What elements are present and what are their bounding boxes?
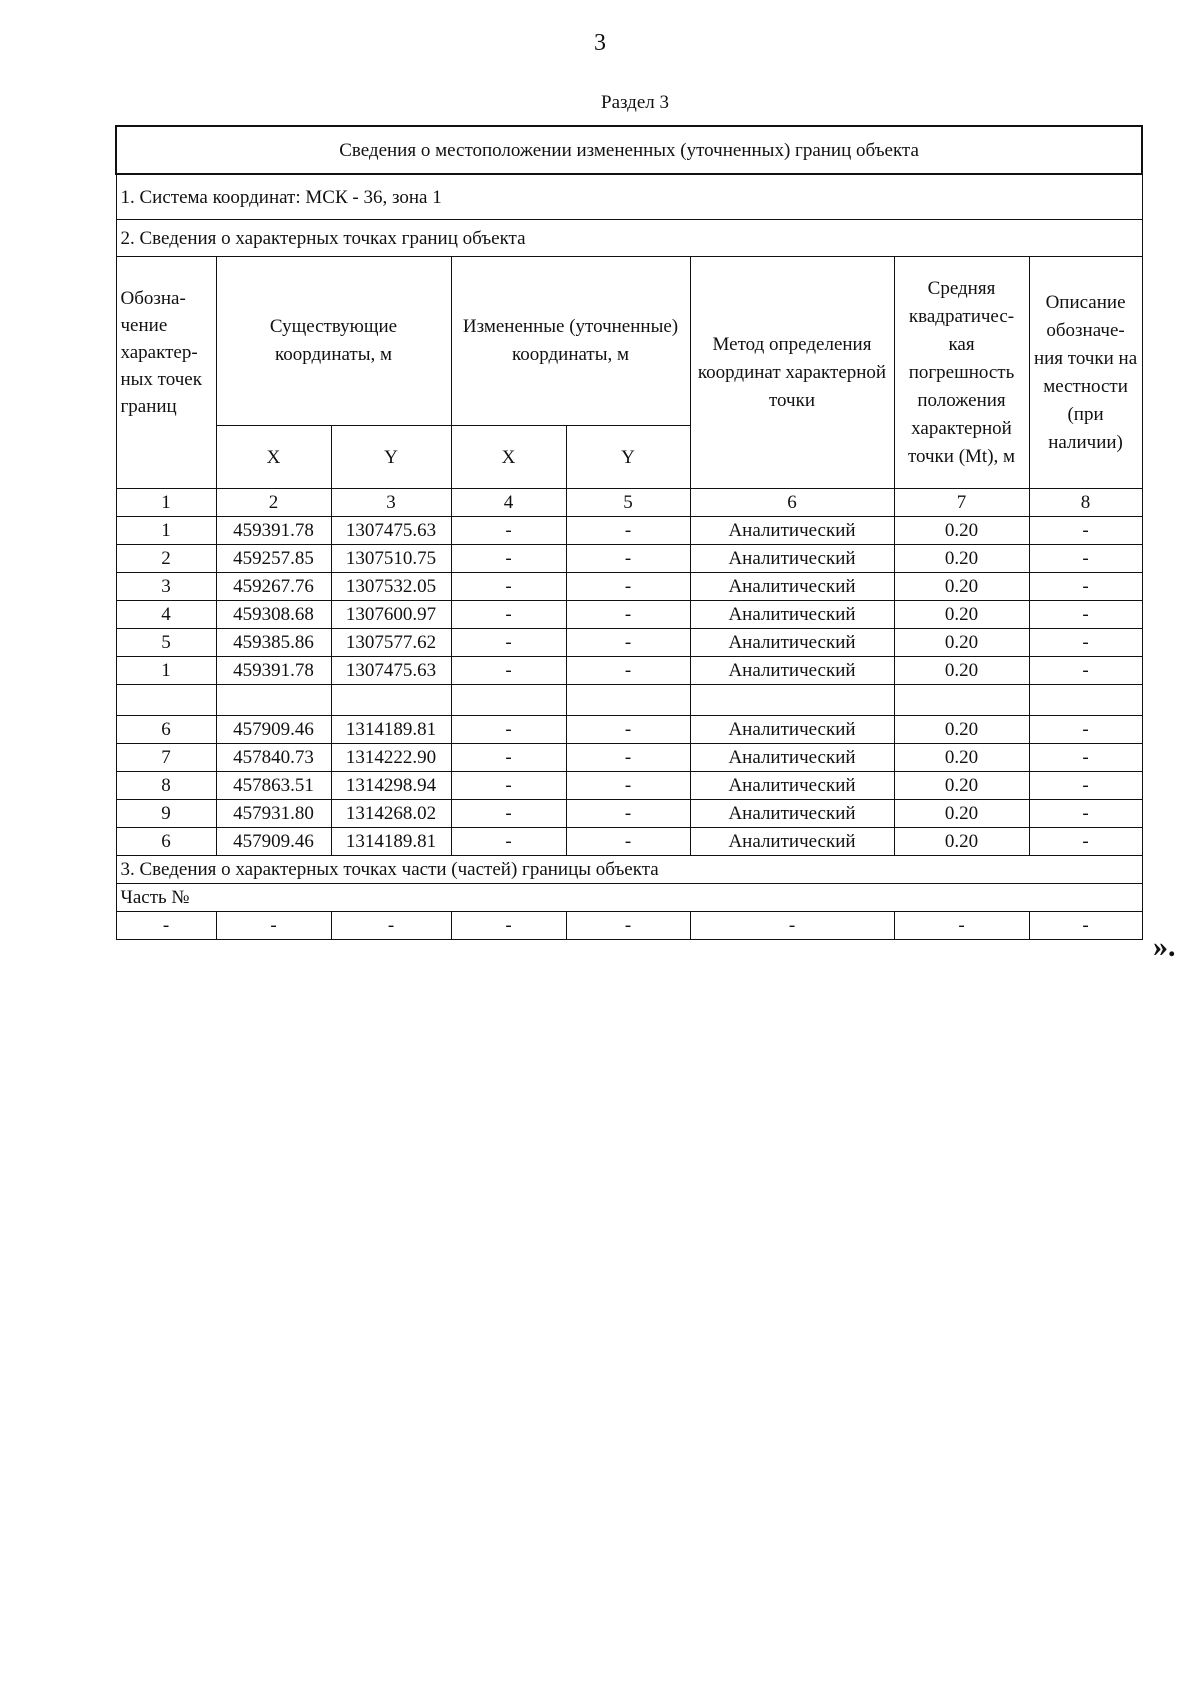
coord-system: 1. Система координат: МСК - 36, зона 1 bbox=[116, 174, 1142, 220]
header-changed-y: Y bbox=[566, 426, 690, 489]
table-cell: - bbox=[451, 744, 566, 772]
table-row bbox=[116, 657, 1142, 685]
table-cell: 2 bbox=[116, 545, 216, 573]
table-cell: 459391.78 bbox=[216, 517, 331, 545]
table-cell: - bbox=[451, 772, 566, 800]
empty-cell bbox=[1029, 685, 1142, 716]
table-cell: - bbox=[566, 629, 690, 657]
table-cell: - bbox=[1029, 517, 1142, 545]
table-title: Сведения о местоположении измененных (уточненных) границ объекта bbox=[116, 126, 1142, 174]
table-cell: - bbox=[1029, 573, 1142, 601]
section-label: Раздел 3 bbox=[601, 92, 669, 113]
table-cell: - bbox=[451, 545, 566, 573]
table-cell: 0.20 bbox=[894, 716, 1029, 744]
header-description: Описание обозначе-ния точки на местности (при наличии) bbox=[1029, 257, 1142, 489]
table-cell: Аналитический bbox=[690, 517, 894, 545]
table-cell: 457909.46 bbox=[216, 716, 331, 744]
table-cell: Аналитический bbox=[690, 716, 894, 744]
table-cell: 1 bbox=[116, 489, 216, 517]
table-cell: 6 bbox=[116, 716, 216, 744]
table-cell: 0.20 bbox=[894, 517, 1029, 545]
column-number-row bbox=[116, 489, 1142, 517]
table-row bbox=[116, 517, 1142, 545]
table-cell: 0.20 bbox=[894, 772, 1029, 800]
table-cell: 0.20 bbox=[894, 828, 1029, 856]
table-cell: - bbox=[451, 828, 566, 856]
table-cell: - bbox=[566, 573, 690, 601]
table-cell: - bbox=[451, 517, 566, 545]
table-cell: 0.20 bbox=[894, 744, 1029, 772]
closing-quote-mark: ». bbox=[1153, 930, 1176, 963]
table-cell: - bbox=[566, 657, 690, 685]
table-cell: - bbox=[566, 517, 690, 545]
table-cell: 0.20 bbox=[894, 657, 1029, 685]
header-existing-x: X bbox=[216, 426, 331, 489]
table-cell: - bbox=[1029, 772, 1142, 800]
table-cell: - bbox=[451, 716, 566, 744]
table-cell: - bbox=[1029, 828, 1142, 856]
table-row bbox=[116, 716, 1142, 744]
table-cell: 1307577.62 bbox=[331, 629, 451, 657]
table-cell: Аналитический bbox=[690, 772, 894, 800]
empty-cell bbox=[894, 685, 1029, 716]
table-cell: 7 bbox=[894, 489, 1029, 517]
table-cell: - bbox=[566, 545, 690, 573]
table-row bbox=[116, 772, 1142, 800]
table-cell: - bbox=[451, 912, 566, 940]
table-cell: 4 bbox=[116, 601, 216, 629]
table-cell: Аналитический bbox=[690, 828, 894, 856]
empty-cell bbox=[451, 685, 566, 716]
table-cell: Аналитический bbox=[690, 744, 894, 772]
page-number: 3 bbox=[594, 30, 606, 56]
header-mean-error: Средняя квадратичес-кая погрешность положения характерной точки (Mt), м bbox=[894, 257, 1029, 489]
table-cell: 2 bbox=[216, 489, 331, 517]
table-cell: - bbox=[566, 912, 690, 940]
table-cell: 1314298.94 bbox=[331, 772, 451, 800]
table-cell: 459385.86 bbox=[216, 629, 331, 657]
table-cell: - bbox=[1029, 657, 1142, 685]
empty-cell bbox=[116, 685, 216, 716]
table-row bbox=[116, 545, 1142, 573]
empty-cell bbox=[690, 685, 894, 716]
table-cell: - bbox=[566, 828, 690, 856]
table-row bbox=[116, 629, 1142, 657]
table-cell: - bbox=[451, 657, 566, 685]
table-cell: Аналитический bbox=[690, 573, 894, 601]
table-cell: 457931.80 bbox=[216, 800, 331, 828]
table-cell: 4 bbox=[451, 489, 566, 517]
table-cell: 7 bbox=[116, 744, 216, 772]
table-cell: - bbox=[451, 601, 566, 629]
table-cell: 9 bbox=[116, 800, 216, 828]
table-cell: 1314222.90 bbox=[331, 744, 451, 772]
table-cell: 1314189.81 bbox=[331, 716, 451, 744]
header-existing-y: Y bbox=[331, 426, 451, 489]
table-cell: 1307532.05 bbox=[331, 573, 451, 601]
table-cell: Аналитический bbox=[690, 800, 894, 828]
empty-cell bbox=[216, 685, 331, 716]
table-cell: 459308.68 bbox=[216, 601, 331, 629]
table-cell: 8 bbox=[116, 772, 216, 800]
table-cell: - bbox=[566, 716, 690, 744]
table-cell: - bbox=[566, 800, 690, 828]
table-cell: - bbox=[1029, 716, 1142, 744]
points-heading: 2. Сведения о характерных точках границ объекта bbox=[116, 220, 1142, 257]
table-cell: 5 bbox=[566, 489, 690, 517]
table-cell: 1307600.97 bbox=[331, 601, 451, 629]
table-cell: - bbox=[451, 573, 566, 601]
table-cell: 3 bbox=[116, 573, 216, 601]
table-cell: - bbox=[894, 912, 1029, 940]
table-cell: Аналитический bbox=[690, 629, 894, 657]
table-cell: - bbox=[451, 629, 566, 657]
table-cell: 1 bbox=[116, 517, 216, 545]
table-cell: Аналитический bbox=[690, 601, 894, 629]
boundary-table bbox=[115, 125, 1143, 940]
empty-cell bbox=[566, 685, 690, 716]
table-cell: - bbox=[566, 744, 690, 772]
table-cell: 0.20 bbox=[894, 545, 1029, 573]
table-cell: 0.20 bbox=[894, 601, 1029, 629]
table-row bbox=[116, 744, 1142, 772]
table-row bbox=[116, 828, 1142, 856]
table-cell: 0.20 bbox=[894, 573, 1029, 601]
table-cell: - bbox=[1029, 601, 1142, 629]
table-cell: - bbox=[1029, 629, 1142, 657]
table-cell: - bbox=[1029, 912, 1142, 940]
table-cell: Аналитический bbox=[690, 545, 894, 573]
table-row bbox=[116, 800, 1142, 828]
separator-row bbox=[116, 685, 1142, 716]
table-cell: 1307475.63 bbox=[331, 657, 451, 685]
table-cell: 0.20 bbox=[894, 629, 1029, 657]
table-cell: - bbox=[566, 772, 690, 800]
table-row bbox=[116, 573, 1142, 601]
table-cell: 3 bbox=[331, 489, 451, 517]
header-method: Метод определения координат характерной точки bbox=[690, 257, 894, 489]
table-cell: - bbox=[451, 800, 566, 828]
table-cell: - bbox=[566, 601, 690, 629]
header-existing-coords: Существующие координаты, м bbox=[216, 257, 451, 426]
table-cell: - bbox=[1029, 545, 1142, 573]
parts-heading: 3. Сведения о характерных точках части (частей) границы объекта bbox=[116, 856, 1142, 884]
table-row bbox=[116, 601, 1142, 629]
table-cell: - bbox=[216, 912, 331, 940]
table-cell: 5 bbox=[116, 629, 216, 657]
header-point-designation: Обозна-чение характер-ных точек границ bbox=[116, 257, 216, 489]
table-cell: 6 bbox=[690, 489, 894, 517]
table-cell: Аналитический bbox=[690, 657, 894, 685]
table-cell: - bbox=[1029, 744, 1142, 772]
header-changed-coords: Измененные (уточненные) координаты, м bbox=[451, 257, 690, 426]
table-cell: 457863.51 bbox=[216, 772, 331, 800]
table-cell: 8 bbox=[1029, 489, 1142, 517]
header-changed-x: X bbox=[451, 426, 566, 489]
table-cell: 457909.46 bbox=[216, 828, 331, 856]
table-cell: 1307510.75 bbox=[331, 545, 451, 573]
table-cell: 1307475.63 bbox=[331, 517, 451, 545]
part-label: Часть № bbox=[116, 884, 1142, 912]
empty-cell bbox=[331, 685, 451, 716]
table-cell: 1314268.02 bbox=[331, 800, 451, 828]
table-cell: 457840.73 bbox=[216, 744, 331, 772]
table-cell: 459391.78 bbox=[216, 657, 331, 685]
table-cell: 459257.85 bbox=[216, 545, 331, 573]
table-cell: - bbox=[331, 912, 451, 940]
table-cell: - bbox=[1029, 800, 1142, 828]
table-cell: 6 bbox=[116, 828, 216, 856]
table-cell: - bbox=[116, 912, 216, 940]
part-row bbox=[116, 912, 1142, 940]
table-cell: 459267.76 bbox=[216, 573, 331, 601]
table-cell: 1 bbox=[116, 657, 216, 685]
table-cell: - bbox=[690, 912, 894, 940]
table-cell: 1314189.81 bbox=[331, 828, 451, 856]
table-cell: 0.20 bbox=[894, 800, 1029, 828]
